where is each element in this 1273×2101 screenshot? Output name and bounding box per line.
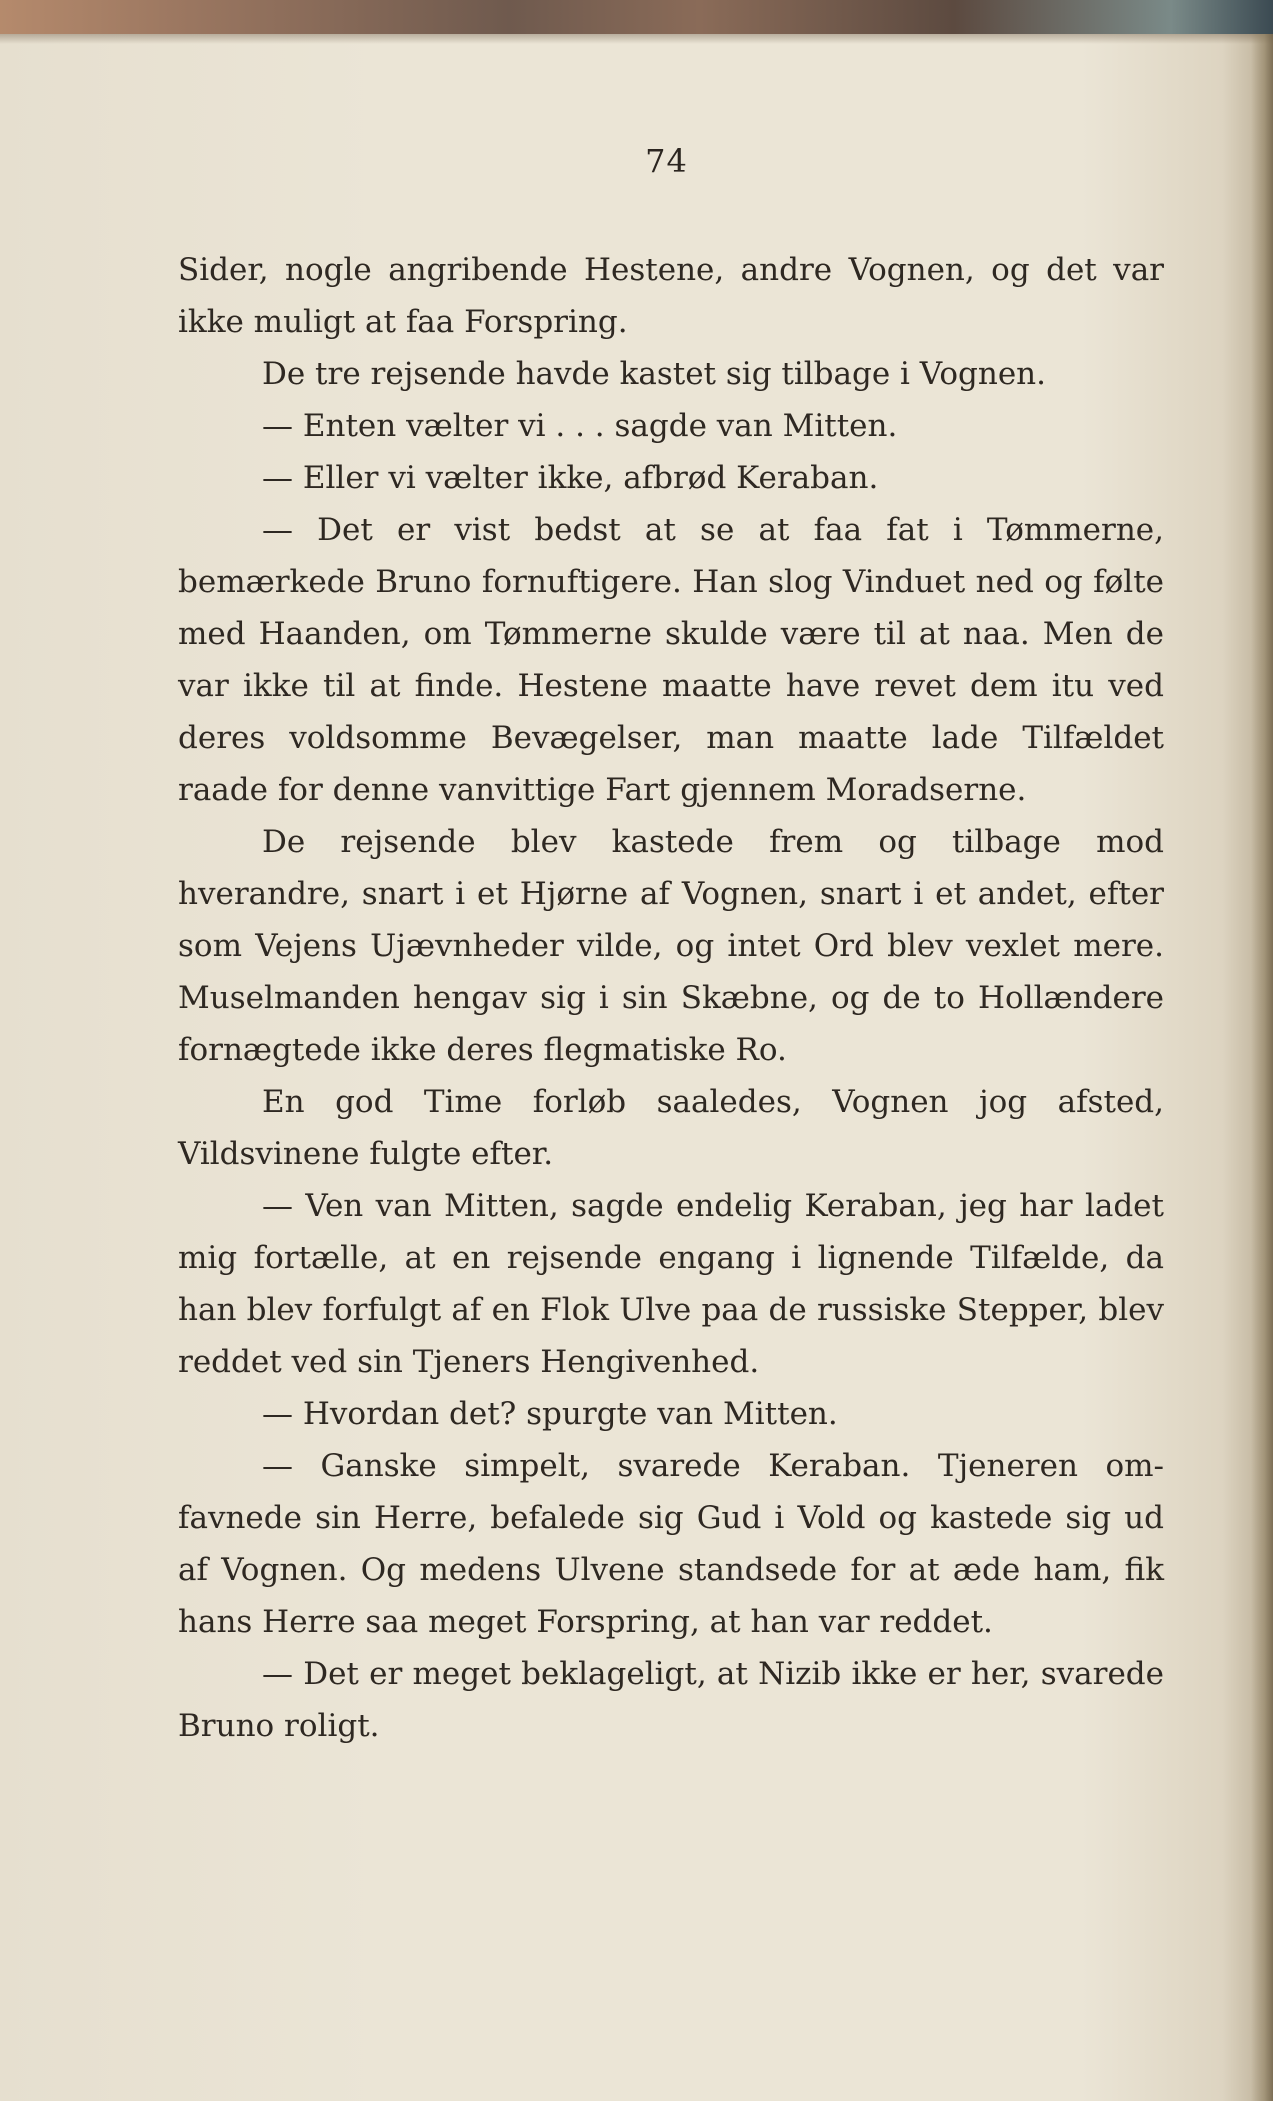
body-text (178, 244, 1164, 1752)
paragraph: — Det er meget beklageligt, at Nizib ikke er her, svarede Bruno roligt. (178, 1656, 1164, 1744)
paragraph: — Ganske simpelt, svarede Keraban. Tjeneren omfavnede sin Herre, befalede sig Gud i Vold og kastede sig ud af Vognen. Og medens Ulvene standsede for at æde ham, fik hans Herre saa meget Forspring, at han var reddet. (178, 1448, 1164, 1640)
top-page-edge (0, 0, 1273, 34)
page-number: 74 (645, 142, 688, 180)
right-page-edge (1251, 34, 1273, 2101)
top-edge-shadow (0, 34, 1273, 44)
paragraph: — Det er vist bedst at se at faa fat i Tømmerne, bemærkede Bruno fornuftigere. Han slog Vinduet ned og følte med Haanden, om Tømmerne skulde være til at naa. Men de var ikke til at finde. Hestene maatte have revet dem itu ved deres voldsomme Bevægelser, man maatte lade Tilfældet raade for denne vanvittige Fart gjennem Moradserne. (178, 512, 1164, 808)
paragraph: De rejsende blev kastede frem og tilbage mod hverandre, snart i et Hjørne af Vognen, snart i et andet, efter som Vejens Ujævnheder vilde, og intet Ord blev vexlet mere. Muselmanden hengav sig i sin Skæbne, og de to Hollændere fornægtede ikke deres flegmatiske Ro. (178, 824, 1164, 1068)
paragraph: — Enten vælter vi . . . sagde van Mitten. (262, 408, 898, 444)
paragraph: Sider, nogle angribende Hestene, andre Vognen, og det var ikke muligt at faa Forspring. (178, 252, 1164, 340)
paragraph: En god Time forløb saaledes, Vognen jog afsted, Vildsvinene fulgte efter. (178, 1084, 1164, 1172)
paragraph: De tre rejsende havde kastet sig tilbage i Vognen. (262, 356, 1046, 392)
paragraph: — Hvordan det? spurgte van Mitten. (262, 1396, 838, 1432)
paragraph: — Ven van Mitten, sagde endelig Keraban, jeg har ladet mig fortælle, at en rejsende engang i lignende Tilfælde, da han blev forfulgt af en Flok Ulve paa de russiske Stepper, blev reddet ved sin Tjeners Hengivenhed. (178, 1188, 1164, 1380)
paragraph: — Eller vi vælter ikke, afbrød Keraban. (262, 460, 879, 496)
